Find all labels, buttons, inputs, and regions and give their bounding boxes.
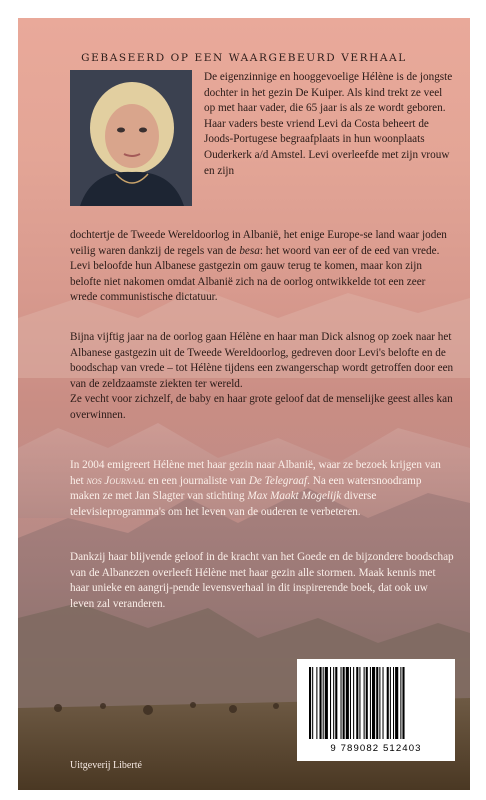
- max-maakt-mogelijk-term: Max Maakt Mogelijk: [247, 490, 342, 503]
- isbn-barcode: [297, 659, 455, 761]
- publisher-name: Uitgeverij Liberté: [70, 760, 142, 771]
- intro-paragraph-top: De eigenzinnige en hooggevoelige Hélène is de jongste dochter in het gezin De Kuiper. Als kind trekt ze veel op met haar vader, die 65 jaar is als ze wordt geboren. Haar vaders beste vriend Levi da Costa beheert de Joods-Portugese begraafplaats in hun woonplaats Ouderkerk a/d Amstel. Levi overleefde met zijn vrouw en zijn: [204, 71, 453, 177]
- besa-term: besa: [239, 244, 260, 257]
- tagline-heading: GEBASEERD OP EEN WAARGEBEURD VERHAAL: [81, 52, 407, 64]
- author-photo: [70, 70, 192, 206]
- emigration-paragraph: In 2004 emigreert Hélène met haar gezin naar Albanië, waar ze bezoek krijgen van het nos Journaal en een journaliste van De Telegraaf. Na een watersnoodramp maken ze met Jan Slagter van stichting Max Maakt Mogelijk diverse televisieprogramma's om het leven van de ouderen te verbeteren.: [70, 459, 441, 518]
- intro-paragraph-continued: dochtertje de Tweede Wereldoorlog in Albanië, het enige Europe-se land waar joden veilig waren dankzij de regels van de besa: het woord van eer of de eed van vrede. Levi beloofde hun Albanese gastgezin om gauw terug te komen, maar kon zijn belofte niet nakomen omdat Albanië zich na de oorlog ontwikkelde tot een zeer wrede communistische dictatuur.: [70, 229, 447, 304]
- telegraaf-term: De Telegraaf: [248, 474, 308, 487]
- nos-journaal-term: nos Journaal: [86, 474, 146, 487]
- isbn-number: 9 789082 512403: [330, 743, 422, 754]
- search-paragraph: Bijna vijftig jaar na de oorlog gaan Hélène en haar man Dick alsnog op zoek naar het Albanese gastgezin uit de Tweede Wereldoorlog, gedreven door Levi's belofte en de boodschap van vrede – tot Hélène tijdens een zwangerschap wordt getroffen door een van de zeldzaamste ziekten ter wereld. Ze vecht voor zichzelf, de baby en haar grote geloof dat de menselijke geest alles kan overwinnen.: [70, 331, 454, 421]
- closing-paragraph: Dankzij haar blijvende geloof in de kracht van het Goede en de bijzondere boodschap van de Albanezen overleeft Hélène met haar gezin alle stormen. Maak kennis met haar unieke en aangrij-pende levensverhaal in dit inspirerende boek, dat ook uw leven zal veranderen.: [70, 551, 454, 610]
- book-back-cover: [18, 18, 470, 790]
